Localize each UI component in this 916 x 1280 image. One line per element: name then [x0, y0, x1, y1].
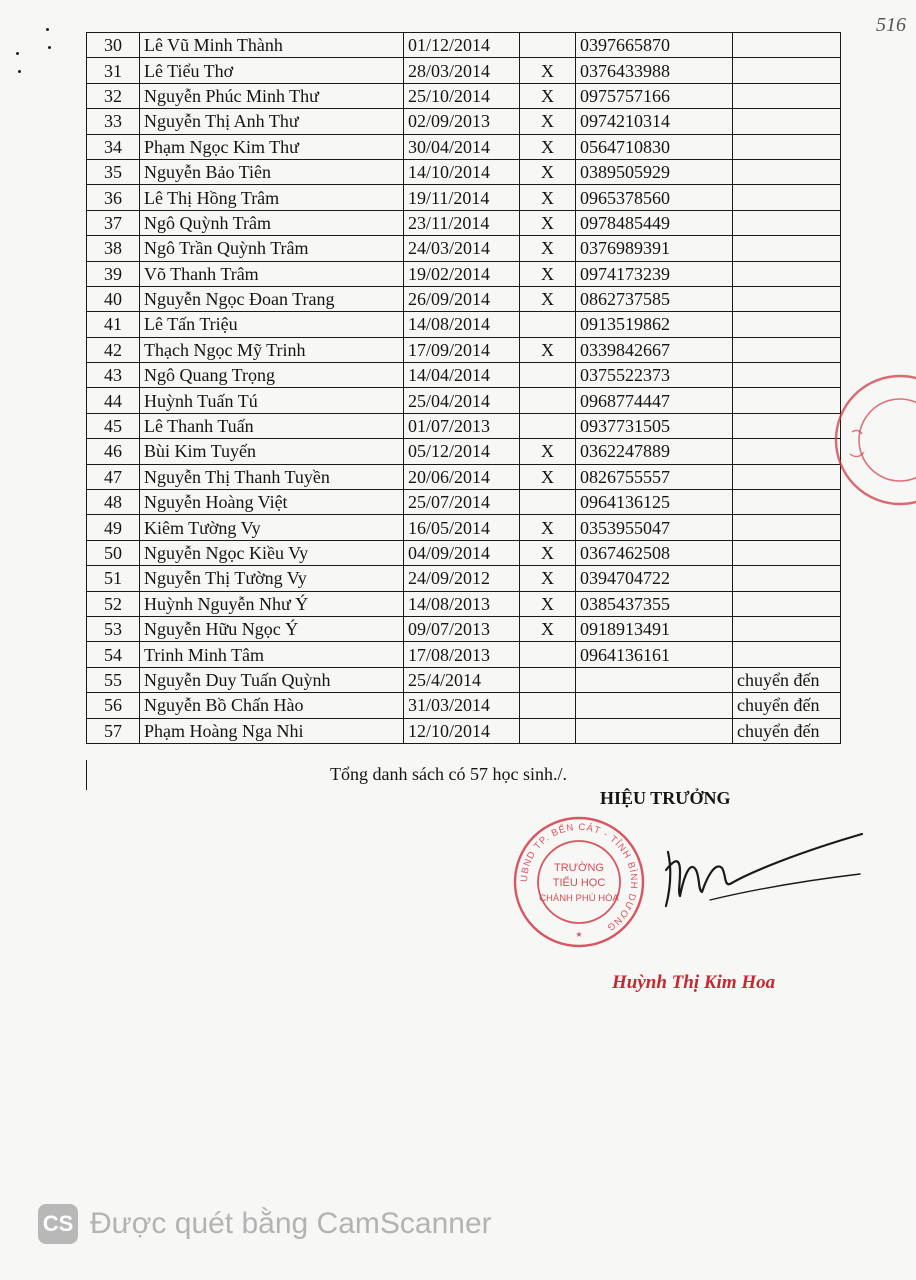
student-name: Lê Thanh Tuấn: [140, 413, 404, 438]
table-row: [87, 413, 841, 438]
student-birthdate: 24/03/2014: [404, 236, 520, 261]
student-name: Phạm Hoàng Nga Nhi: [140, 718, 404, 743]
student-number: 30: [87, 33, 140, 58]
principal-title: HIỆU TRƯỞNG: [600, 788, 731, 808]
student-phone: 0353955047: [576, 515, 733, 540]
student-name: Nguyễn Ngọc Kiều Vy: [140, 540, 404, 565]
roster-summary: Tổng danh sách có 57 học sinh./.: [330, 764, 567, 784]
student-note: [733, 642, 841, 667]
student-name: Lê Thị Hồng Trâm: [140, 185, 404, 210]
student-name: Thạch Ngọc Mỹ Trinh: [140, 337, 404, 362]
student-name: Nguyễn Bảo Tiên: [140, 159, 404, 184]
student-phone: 0974210314: [576, 109, 733, 134]
student-name: Nguyễn Bồ Chấn Hào: [140, 693, 404, 718]
stamp-line-1: TRƯỜNG: [554, 862, 604, 874]
student-name: Nguyễn Thị Thanh Tuyền: [140, 464, 404, 489]
student-phone: [576, 667, 733, 692]
student-mark: [520, 388, 576, 413]
student-note: chuyển đến: [733, 718, 841, 743]
page-number: 516: [876, 14, 906, 36]
student-mark: X: [520, 58, 576, 83]
student-name: Huỳnh Nguyễn Như Ý: [140, 591, 404, 616]
student-note: [733, 236, 841, 261]
student-phone: 0389505929: [576, 159, 733, 184]
student-number: 52: [87, 591, 140, 616]
student-note: [733, 210, 841, 235]
student-number: 55: [87, 667, 140, 692]
student-mark: [520, 490, 576, 515]
student-phone: [576, 693, 733, 718]
student-mark: X: [520, 540, 576, 565]
student-name: Ngô Quỳnh Trâm: [140, 210, 404, 235]
table-row: [87, 540, 841, 565]
student-number: 41: [87, 312, 140, 337]
student-number: 51: [87, 566, 140, 591]
student-name: Bùi Kim Tuyến: [140, 439, 404, 464]
table-row: [87, 642, 841, 667]
table-row: [87, 210, 841, 235]
table-row: [87, 33, 841, 58]
student-number: 50: [87, 540, 140, 565]
student-note: [733, 591, 841, 616]
stamp-line-3: CHÁNH PHÚ HÒA: [539, 893, 619, 904]
student-phone: 0826755557: [576, 464, 733, 489]
table-row: [87, 134, 841, 159]
student-number: 47: [87, 464, 140, 489]
student-phone: 0564710830: [576, 134, 733, 159]
signature-mark: [650, 830, 870, 920]
student-phone: 0397665870: [576, 33, 733, 58]
student-note: [733, 540, 841, 565]
student-name: Phạm Ngọc Kim Thư: [140, 134, 404, 159]
student-birthdate: 19/02/2014: [404, 261, 520, 286]
student-mark: [520, 693, 576, 718]
student-mark: X: [520, 464, 576, 489]
student-name: Võ Thanh Trâm: [140, 261, 404, 286]
student-number: 45: [87, 413, 140, 438]
stamp-star-icon: ★: [575, 930, 583, 939]
student-birthdate: 30/04/2014: [404, 134, 520, 159]
student-mark: X: [520, 616, 576, 641]
student-mark: X: [520, 261, 576, 286]
camscanner-logo-icon: CS: [38, 1204, 78, 1244]
student-birthdate: 05/12/2014: [404, 439, 520, 464]
student-note: [733, 312, 841, 337]
student-birthdate: 17/09/2014: [404, 337, 520, 362]
student-note: [733, 515, 841, 540]
student-number: 32: [87, 83, 140, 108]
student-phone: 0913519862: [576, 312, 733, 337]
table-left-rule: [86, 760, 87, 790]
student-number: 40: [87, 286, 140, 311]
table-row: [87, 718, 841, 743]
student-number: 31: [87, 58, 140, 83]
student-mark: [520, 413, 576, 438]
student-phone: 0974173239: [576, 261, 733, 286]
table-row: [87, 236, 841, 261]
table-row: [87, 58, 841, 83]
student-name: Huỳnh Tuấn Tú: [140, 388, 404, 413]
student-birthdate: 25/04/2014: [404, 388, 520, 413]
student-phone: 0978485449: [576, 210, 733, 235]
table-row: [87, 363, 841, 388]
table-row: [87, 667, 841, 692]
student-number: 36: [87, 185, 140, 210]
student-note: chuyển đến: [733, 693, 841, 718]
watermark-text: Được quét bằng CamScanner: [90, 1207, 492, 1240]
student-note: [733, 58, 841, 83]
table-row: [87, 439, 841, 464]
student-note: [733, 83, 841, 108]
student-note: [733, 159, 841, 184]
student-note: [733, 337, 841, 362]
student-mark: [520, 718, 576, 743]
student-note: [733, 286, 841, 311]
student-mark: [520, 312, 576, 337]
student-birthdate: 04/09/2014: [404, 540, 520, 565]
scan-speck: [18, 70, 21, 73]
table-row: [87, 159, 841, 184]
student-number: 53: [87, 616, 140, 641]
student-birthdate: 25/4/2014: [404, 667, 520, 692]
stamp-line-2: TIỂU HỌC: [552, 877, 606, 889]
student-number: 54: [87, 642, 140, 667]
student-phone: [576, 718, 733, 743]
student-birthdate: 23/11/2014: [404, 210, 520, 235]
student-number: 33: [87, 109, 140, 134]
student-number: 44: [87, 388, 140, 413]
student-birthdate: 28/03/2014: [404, 58, 520, 83]
student-phone: 0367462508: [576, 540, 733, 565]
student-phone: 0937731505: [576, 413, 733, 438]
stamp-ring-text: UBND TP. BẾN CÁT - TỈNH BÌNH DƯƠNG: [518, 821, 640, 934]
student-number: 34: [87, 134, 140, 159]
student-number: 57: [87, 718, 140, 743]
student-number: 37: [87, 210, 140, 235]
student-phone: 0376433988: [576, 58, 733, 83]
student-phone: 0394704722: [576, 566, 733, 591]
student-name: Nguyễn Hữu Ngọc Ý: [140, 616, 404, 641]
student-birthdate: 26/09/2014: [404, 286, 520, 311]
table-row: [87, 286, 841, 311]
scan-speck: [16, 52, 19, 55]
table-row: [87, 109, 841, 134]
camscanner-watermark: [38, 1204, 492, 1244]
table-row: [87, 464, 841, 489]
student-note: [733, 134, 841, 159]
student-name: Nguyễn Hoàng Việt: [140, 490, 404, 515]
student-note: [733, 185, 841, 210]
student-mark: X: [520, 134, 576, 159]
student-name: Nguyễn Thị Tường Vy: [140, 566, 404, 591]
student-number: 46: [87, 439, 140, 464]
student-name: Trinh Minh Tâm: [140, 642, 404, 667]
student-name: Nguyễn Ngọc Đoan Trang: [140, 286, 404, 311]
student-birthdate: 14/08/2013: [404, 591, 520, 616]
student-note: chuyển đến: [733, 667, 841, 692]
student-birthdate: 01/07/2013: [404, 413, 520, 438]
student-birthdate: 19/11/2014: [404, 185, 520, 210]
student-mark: X: [520, 337, 576, 362]
table-row: [87, 515, 841, 540]
student-mark: X: [520, 185, 576, 210]
student-name: Nguyễn Duy Tuấn Quỳnh: [140, 667, 404, 692]
student-mark: X: [520, 159, 576, 184]
student-phone: 0965378560: [576, 185, 733, 210]
student-birthdate: 17/08/2013: [404, 642, 520, 667]
student-mark: [520, 363, 576, 388]
table-row: [87, 591, 841, 616]
student-name: Lê Vũ Minh Thành: [140, 33, 404, 58]
table-row: [87, 566, 841, 591]
student-birthdate: 09/07/2013: [404, 616, 520, 641]
table-row: [87, 83, 841, 108]
student-note: [733, 33, 841, 58]
student-mark: X: [520, 109, 576, 134]
student-birthdate: 25/07/2014: [404, 490, 520, 515]
student-number: 56: [87, 693, 140, 718]
table-row: [87, 312, 841, 337]
student-birthdate: 31/03/2014: [404, 693, 520, 718]
student-name: Lê Tấn Triệu: [140, 312, 404, 337]
stamp-imprint-edge: [822, 362, 916, 518]
student-number: 42: [87, 337, 140, 362]
table-row: [87, 616, 841, 641]
student-phone: 0362247889: [576, 439, 733, 464]
student-name: Ngô Trần Quỳnh Trâm: [140, 236, 404, 261]
table-row: [87, 693, 841, 718]
student-mark: X: [520, 286, 576, 311]
student-mark: X: [520, 515, 576, 540]
student-phone: 0968774447: [576, 388, 733, 413]
student-phone: 0862737585: [576, 286, 733, 311]
student-phone: 0339842667: [576, 337, 733, 362]
student-name: Nguyễn Phúc Minh Thư: [140, 83, 404, 108]
student-birthdate: 01/12/2014: [404, 33, 520, 58]
student-number: 38: [87, 236, 140, 261]
table-row: [87, 185, 841, 210]
student-number: 43: [87, 363, 140, 388]
student-note: [733, 616, 841, 641]
student-name: Ngô Quang Trọng: [140, 363, 404, 388]
student-phone: 0975757166: [576, 83, 733, 108]
student-birthdate: 16/05/2014: [404, 515, 520, 540]
student-name: Nguyễn Thị Anh Thư: [140, 109, 404, 134]
student-note: [733, 261, 841, 286]
student-birthdate: 14/10/2014: [404, 159, 520, 184]
student-mark: X: [520, 236, 576, 261]
student-birthdate: 02/09/2013: [404, 109, 520, 134]
student-mark: X: [520, 591, 576, 616]
student-birthdate: 20/06/2014: [404, 464, 520, 489]
student-birthdate: 14/08/2014: [404, 312, 520, 337]
table-row: [87, 337, 841, 362]
student-mark: [520, 642, 576, 667]
student-birthdate: 25/10/2014: [404, 83, 520, 108]
student-roster-table: [86, 32, 841, 744]
student-birthdate: 14/04/2014: [404, 363, 520, 388]
student-note: [733, 109, 841, 134]
student-mark: X: [520, 210, 576, 235]
student-number: 49: [87, 515, 140, 540]
school-stamp: [512, 815, 646, 949]
table-row: [87, 490, 841, 515]
student-number: 39: [87, 261, 140, 286]
scan-speck: [46, 28, 49, 31]
student-mark: X: [520, 439, 576, 464]
student-name: Kiêm Tường Vy: [140, 515, 404, 540]
student-phone: 0375522373: [576, 363, 733, 388]
student-phone: 0964136125: [576, 490, 733, 515]
signer-name: Huỳnh Thị Kim Hoa: [612, 972, 776, 993]
student-name: Lê Tiểu Thơ: [140, 58, 404, 83]
student-mark: [520, 667, 576, 692]
student-number: 48: [87, 490, 140, 515]
student-note: [733, 566, 841, 591]
student-phone: 0964136161: [576, 642, 733, 667]
student-mark: [520, 33, 576, 58]
student-mark: X: [520, 566, 576, 591]
scan-speck: [48, 46, 51, 49]
student-birthdate: 12/10/2014: [404, 718, 520, 743]
roster-body: [87, 33, 841, 744]
table-row: [87, 261, 841, 286]
table-row: [87, 388, 841, 413]
student-number: 35: [87, 159, 140, 184]
student-phone: 0385437355: [576, 591, 733, 616]
student-phone: 0918913491: [576, 616, 733, 641]
student-mark: X: [520, 83, 576, 108]
student-birthdate: 24/09/2012: [404, 566, 520, 591]
student-phone: 0376989391: [576, 236, 733, 261]
